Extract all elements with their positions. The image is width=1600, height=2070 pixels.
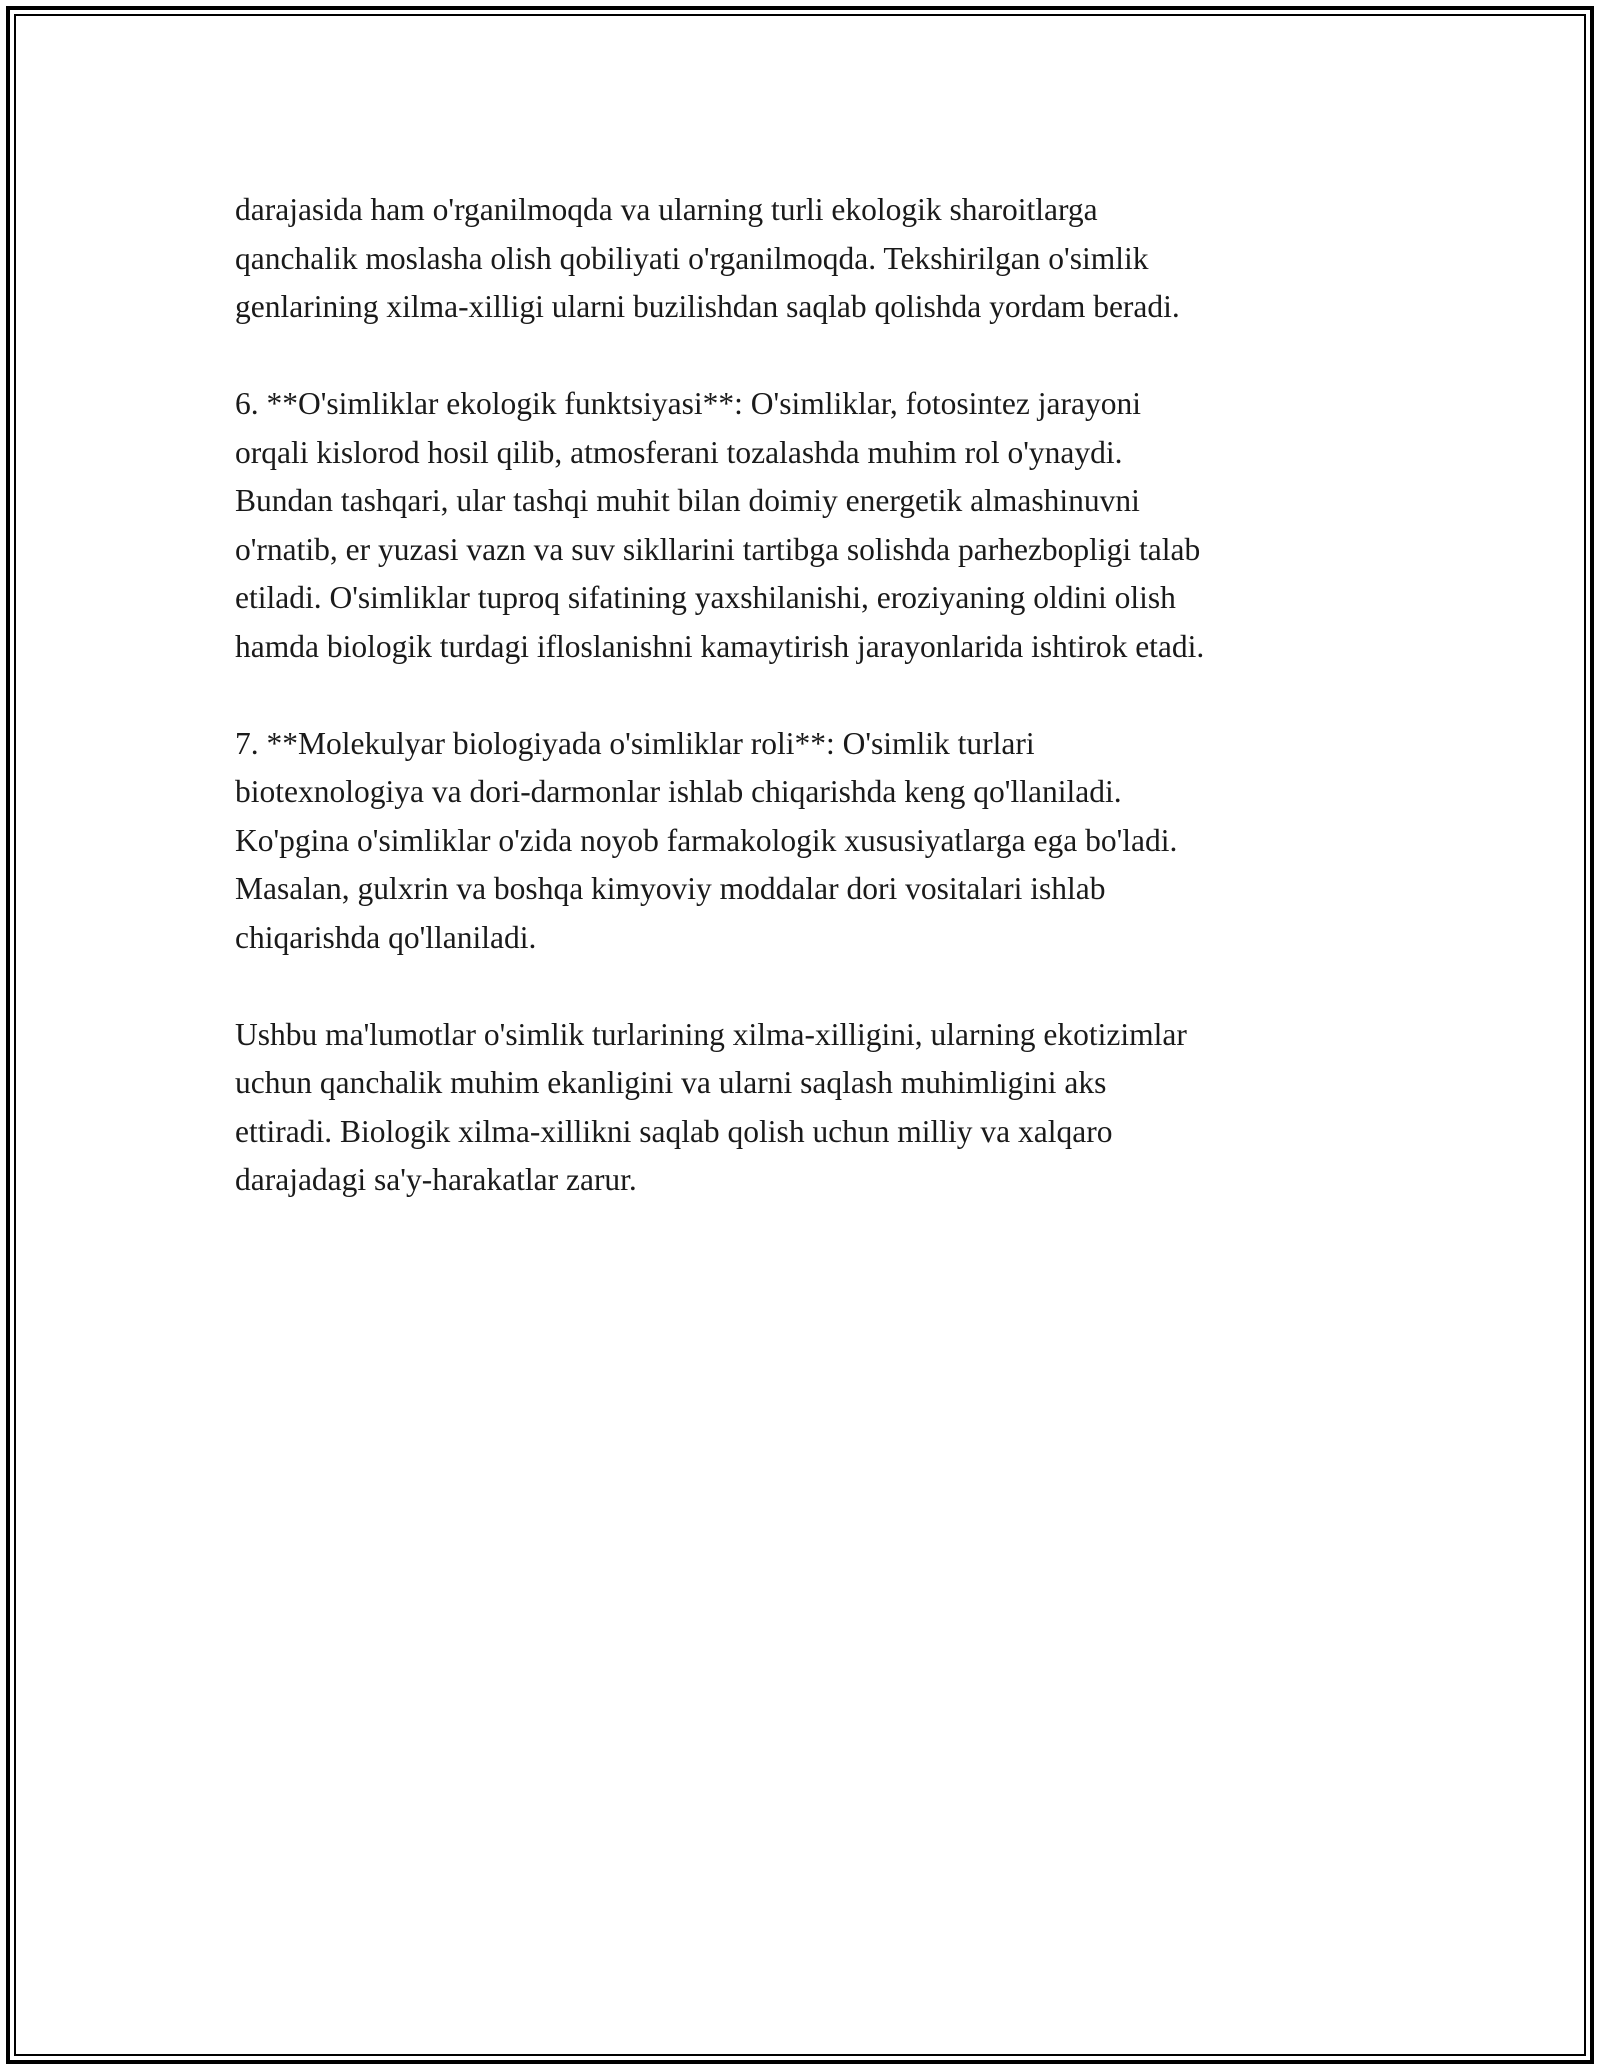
text-line: darajasida ham o'rganilmoqda va ularning turli ekologik sharoitlarga — [235, 192, 1098, 227]
text-line: hamda biologik turdagi ifloslanishni kamaytirish jarayonlarida ishtirok etadi. — [235, 628, 1205, 664]
document-body — [235, 186, 1375, 1253]
text-line: orqali kislorod hosil qilib, atmosferani tozalashda muhim rol o'ynaydi. — [235, 434, 1123, 470]
text-line: o'rnatib, er yuzasi vazn va suv sikllarini tartibga solishda parhezbopligi talab — [235, 531, 1201, 567]
text-line: darajadagi sa'y-harakatlar zarur. — [235, 1162, 637, 1197]
text-line: Bundan tashqari, ular tashqi muhit bilan doimiy energetik almashinuvni — [235, 483, 1140, 518]
text-line: 7. **Molekulyar biologiyada o'simliklar roli**: O'simlik turlari — [235, 725, 1035, 761]
text-line: 6. **O'simliklar ekologik funktsiyasi**: O'simliklar, fotosintez jarayoni — [235, 386, 1141, 421]
paragraph-ecological-function — [235, 380, 1375, 671]
paragraph-conclusion — [235, 1011, 1375, 1205]
text-line: Ushbu ma'lumotlar o'simlik turlarining xilma-xilligini, ularning ekotizimlar — [235, 1016, 1187, 1052]
text-line: etiladi. O'simliklar tuproq sifatining yaxshilanishi, eroziyaning oldini olish — [235, 580, 1176, 615]
text-line: ettiradi. Biologik xilma-xillikni saqlab qolish uchun milliy va xalqaro — [235, 1113, 1113, 1149]
text-line: biotexnologiya va dori-darmonlar ishlab chiqarishda keng qo'llaniladi. — [235, 774, 1122, 809]
paragraph-genetic-diversity — [235, 186, 1375, 332]
text-line: genlarining xilma-xilligi ularni buzilishdan saqlab qolishda yordam beradi. — [235, 289, 1180, 324]
text-line: qanchalik moslasha olish qobiliyati o'rganilmoqda. Tekshirilgan o'simlik — [235, 240, 1149, 276]
text-line: uchun qanchalik muhim ekanligini va ularni saqlash muhimligini aks — [235, 1065, 1107, 1100]
text-line: Masalan, gulxrin va boshqa kimyoviy moddalar dori vositalari ishlab — [235, 871, 1106, 906]
text-line: Ko'pgina o'simliklar o'zida noyob farmakologik xususiyatlarga ega bo'ladi. — [235, 822, 1178, 858]
paragraph-molecular-biology — [235, 720, 1375, 963]
text-line: chiqarishda qo'llaniladi. — [235, 919, 537, 955]
